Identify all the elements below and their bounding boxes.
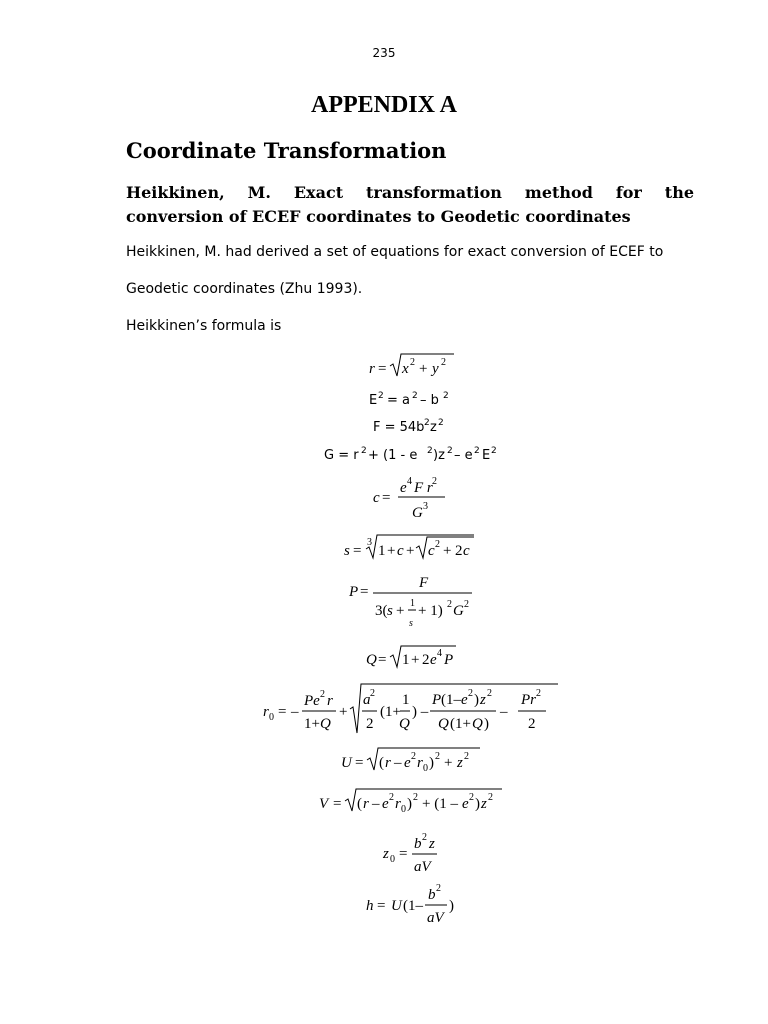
svg-text:E: E [482, 448, 491, 463]
svg-text:+: + [411, 652, 420, 668]
svg-text:=: = [377, 898, 386, 914]
svg-text:2: 2 [438, 418, 444, 428]
svg-text:2: 2 [487, 688, 492, 699]
svg-text:F r: F r [414, 480, 433, 496]
svg-text:+ 1): + 1) [418, 603, 443, 619]
svg-text:2: 2 [468, 688, 473, 699]
svg-text:=: = [278, 704, 287, 720]
svg-text:r: r [395, 796, 401, 812]
svg-text:e: e [430, 652, 437, 668]
svg-text:2: 2 [528, 716, 536, 732]
svg-text:2: 2 [488, 792, 493, 803]
equation-p [348, 575, 472, 629]
svg-text:z: z [429, 836, 435, 852]
svg-text:1: 1 [402, 692, 410, 708]
svg-text:2: 2 [436, 883, 441, 894]
svg-text:): ) [449, 898, 454, 914]
svg-text:e: e [462, 796, 469, 812]
svg-text:G: G [453, 603, 464, 619]
svg-text:– b: – b [420, 393, 439, 408]
svg-text:F: F [419, 575, 429, 591]
svg-text:e: e [404, 755, 411, 771]
svg-text:a: a [363, 692, 371, 708]
svg-text:r: r [327, 693, 333, 709]
svg-text:c: c [428, 543, 435, 559]
svg-text:b: b [428, 887, 436, 903]
svg-text:(1–: (1– [441, 692, 461, 708]
subsection-title-line-2: conversion of ECEF coordinates to Geodetic coordinates [126, 207, 631, 226]
svg-text:=: = [378, 361, 387, 377]
svg-text:4: 4 [437, 648, 442, 659]
svg-text:0: 0 [401, 804, 406, 815]
svg-text:E: E [369, 393, 378, 408]
equation-q [366, 646, 456, 668]
svg-text:2: 2 [361, 446, 367, 456]
svg-text:x: x [402, 361, 409, 377]
svg-text:b: b [414, 836, 422, 852]
svg-text:2: 2 [320, 689, 325, 700]
svg-text:c: c [397, 543, 404, 559]
equation-h [366, 883, 454, 926]
svg-text:1: 1 [378, 543, 386, 559]
equation-e-squared [369, 391, 449, 408]
svg-text:G = r: G = r [324, 448, 359, 463]
svg-text:=: = [353, 543, 362, 559]
svg-text:)z: )z [433, 448, 445, 463]
svg-text:2: 2 [536, 688, 541, 699]
svg-text:1+: 1+ [304, 716, 320, 732]
svg-text:=: = [355, 755, 364, 771]
svg-text:Q: Q [438, 716, 449, 732]
formula-intro: Heikkinen’s formula is [126, 318, 282, 334]
svg-text:r: r [369, 361, 375, 377]
svg-text:1: 1 [410, 598, 415, 609]
svg-text:2: 2 [491, 446, 497, 456]
svg-text:2: 2 [422, 652, 430, 668]
svg-text:+: + [444, 755, 453, 771]
svg-text:3: 3 [423, 501, 428, 512]
svg-text:0: 0 [269, 712, 274, 723]
svg-text:0: 0 [390, 854, 395, 865]
svg-text:2: 2 [370, 688, 375, 699]
svg-text:2: 2 [435, 751, 440, 762]
svg-text:z: z [480, 692, 486, 708]
svg-text:): ) [484, 716, 489, 732]
svg-text:Pe: Pe [304, 693, 320, 709]
svg-text:+: + [419, 361, 428, 377]
svg-text:2: 2 [464, 599, 469, 610]
svg-text:– e: – e [454, 448, 473, 463]
svg-text:): ) [429, 755, 434, 771]
svg-text:2: 2 [447, 446, 453, 456]
svg-text:=: = [382, 490, 391, 506]
svg-text:+: + [443, 543, 452, 559]
svg-text:s: s [409, 618, 413, 629]
svg-text:(1+: (1+ [450, 716, 471, 732]
svg-text:z: z [383, 846, 389, 862]
svg-text:2: 2 [441, 357, 446, 368]
svg-text:=: = [333, 796, 342, 812]
svg-text:2: 2 [443, 391, 449, 401]
svg-text:=: = [360, 584, 369, 600]
equation-v [319, 789, 502, 815]
svg-text:P: P [444, 652, 454, 668]
svg-text:= a: = a [387, 393, 410, 408]
svg-text:c: c [463, 543, 470, 559]
paragraph-line-1: Heikkinen, M. had derived a set of equations for exact conversion of ECEF to [126, 244, 664, 260]
svg-text:Q: Q [472, 716, 483, 732]
svg-text:P: P [349, 584, 359, 600]
svg-text:r: r [385, 755, 391, 771]
svg-text:e: e [461, 692, 468, 708]
equation-r0 [263, 684, 558, 733]
svg-text:h: h [366, 898, 374, 914]
svg-text:z: z [481, 796, 487, 812]
svg-text:(1+: (1+ [380, 704, 401, 720]
subsection-title-line-1: Heikkinen, M. Exact transformation method for the [126, 183, 694, 202]
svg-text:2: 2 [410, 357, 415, 368]
svg-text:s: s [344, 543, 350, 559]
equation-c [373, 476, 445, 521]
svg-text:r: r [363, 796, 369, 812]
svg-text:r: r [263, 704, 269, 720]
svg-text:+: + [339, 704, 348, 720]
svg-text:U: U [391, 898, 402, 914]
svg-text:s: s [387, 603, 393, 619]
svg-text:z: z [430, 420, 437, 435]
equation-r [369, 354, 454, 377]
svg-text:2: 2 [424, 418, 430, 428]
svg-text:+: + [387, 543, 396, 559]
svg-text:e: e [400, 480, 407, 496]
svg-text:2: 2 [413, 792, 418, 803]
svg-text:2: 2 [474, 446, 480, 456]
paragraph-line-2: Geodetic coordinates (Zhu 1993). [126, 281, 363, 297]
svg-text:(1–: (1– [403, 898, 423, 914]
svg-text:Q: Q [366, 652, 377, 668]
svg-text:3(: 3( [375, 603, 388, 619]
svg-text:=: = [399, 846, 408, 862]
svg-text:2: 2 [447, 599, 452, 610]
page-number: 235 [372, 46, 396, 60]
equation-s [344, 535, 474, 559]
svg-text:2: 2 [455, 543, 463, 559]
section-title: Coordinate Transformation [126, 138, 447, 163]
svg-text:2: 2 [469, 792, 474, 803]
svg-text:): ) [475, 796, 480, 812]
svg-text:2: 2 [435, 539, 440, 550]
svg-text:) –: ) – [412, 704, 429, 720]
svg-text:2: 2 [432, 476, 437, 487]
svg-text:–: – [394, 755, 402, 771]
svg-text:2: 2 [411, 751, 416, 762]
svg-text:0: 0 [423, 763, 428, 774]
svg-text:aV: aV [414, 859, 431, 875]
svg-text:Pr: Pr [521, 692, 536, 708]
svg-text:+ (1 - e: + (1 - e [368, 448, 418, 463]
svg-text:): ) [407, 796, 412, 812]
svg-text:=: = [378, 652, 387, 668]
svg-text:+ (1 –: + (1 – [422, 796, 458, 812]
svg-text:2: 2 [412, 391, 418, 401]
svg-text:(: ( [379, 755, 384, 771]
svg-text:2: 2 [389, 792, 394, 803]
appendix-title: APPENDIX A [310, 92, 457, 118]
svg-text:2: 2 [427, 446, 433, 456]
svg-text:e: e [382, 796, 389, 812]
svg-text:2: 2 [378, 391, 384, 401]
svg-text:): ) [474, 692, 479, 708]
equation-g [324, 446, 497, 463]
svg-text:Q: Q [320, 716, 331, 732]
svg-text:V: V [319, 796, 329, 812]
svg-text:3: 3 [367, 537, 372, 548]
svg-text:–: – [500, 704, 508, 720]
svg-text:P: P [432, 692, 442, 708]
svg-text:Q: Q [399, 716, 410, 732]
svg-text:2: 2 [464, 751, 469, 762]
svg-text:+: + [406, 543, 415, 559]
svg-text:z: z [457, 755, 463, 771]
equation-u [341, 748, 480, 774]
svg-text:y: y [432, 361, 439, 377]
svg-text:1: 1 [402, 652, 410, 668]
svg-text:4: 4 [407, 476, 412, 487]
svg-text:aV: aV [427, 910, 444, 926]
svg-text:G: G [412, 505, 423, 521]
svg-text:(: ( [357, 796, 362, 812]
svg-text:U: U [341, 755, 352, 771]
svg-text:–: – [291, 704, 299, 720]
svg-text:2: 2 [422, 832, 427, 843]
equation-f [373, 418, 444, 435]
svg-text:2: 2 [366, 716, 374, 732]
svg-text:c: c [373, 490, 380, 506]
svg-text:r: r [417, 755, 423, 771]
svg-text:–: – [372, 796, 380, 812]
svg-text:F = 54b: F = 54b [373, 420, 425, 435]
svg-text:+: + [396, 603, 405, 619]
equation-z0 [382, 832, 437, 875]
